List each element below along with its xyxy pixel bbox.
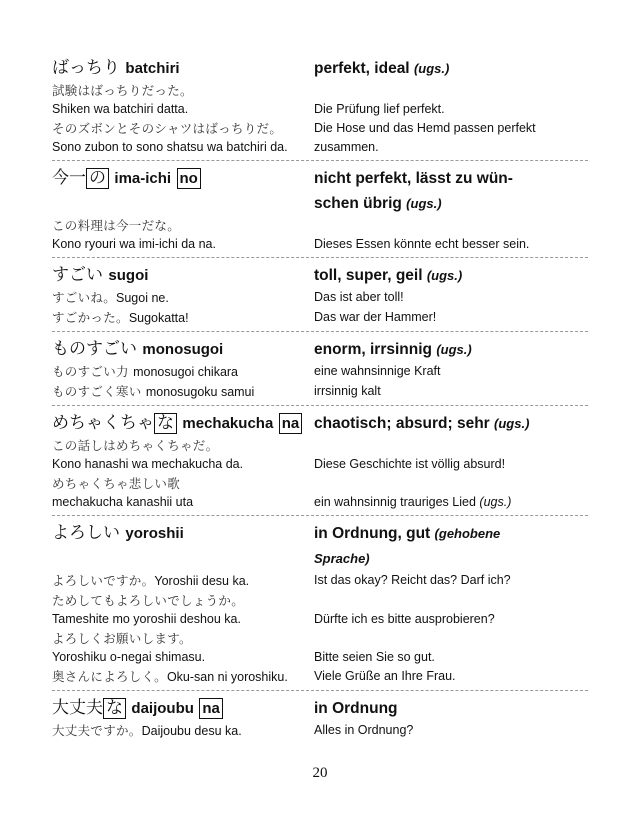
particle-box: na (279, 413, 303, 434)
entry-romaji: daijoubu (131, 700, 194, 717)
entry-meaning: enorm, irrsinnig (314, 341, 432, 358)
dictionary-entry (52, 56, 588, 161)
entry-kana: よろしい (52, 523, 120, 543)
example-romaji: monosugoku samui (145, 385, 255, 399)
example-romaji: Kono ryouri wa imi-ichi da na. (52, 237, 216, 251)
example-japanese: すごいね。 (52, 290, 117, 305)
example-translation: zusammen. (314, 140, 379, 154)
entry-kana: ばっちり (52, 58, 120, 78)
example-translation: Die Prüfung lief perfekt. (314, 102, 445, 116)
entry-meaning-note: (ugs.) (436, 342, 472, 357)
particle-box: な (103, 698, 126, 719)
entry-meaning-note: Sprache) (314, 551, 370, 566)
entry-kana: 今一 (52, 168, 86, 188)
example-japanese: そのズボンとそのシャツはばっちりだ。 (52, 121, 283, 136)
dictionary-entry (52, 263, 588, 332)
entry-meaning: schen übrig (314, 195, 402, 212)
dictionary-entry (52, 411, 588, 516)
entry-romaji: ima-ichi (114, 170, 172, 187)
entry-meaning-note: (ugs.) (406, 196, 442, 211)
example-translation: Bitte seien Sie so gut. (314, 650, 435, 664)
example-japanese: 試験はばっちりだった。 (52, 83, 193, 98)
example-japanese: 大丈夫ですか。 (52, 723, 142, 738)
page-number: 20 (312, 765, 328, 781)
particle-box: no (177, 168, 201, 189)
dictionary-entry (52, 521, 588, 691)
example-romaji: Sugoi ne. (116, 291, 169, 305)
entry-meaning: toll, super, geil (314, 267, 423, 284)
example-japanese: めちゃくちゃ悲しい歌 (52, 476, 181, 491)
example-romaji: Shiken wa batchiri datta. (52, 102, 189, 116)
example-romaji: Sono zubon to sono shatsu wa batchiri da. (52, 140, 288, 154)
entry-romaji: mechakucha (182, 415, 274, 432)
entry-romaji: batchiri (125, 60, 180, 77)
example-romaji: Yoroshii desu ka. (154, 574, 250, 588)
example-japanese: ものすごく寒い (52, 384, 142, 399)
entry-meaning: perfekt, ideal (314, 60, 410, 77)
example-japanese: 奥さんによろしく。 (52, 669, 167, 684)
example-romaji: mechakucha kanashii uta (52, 495, 194, 509)
entry-kana: すごい (52, 265, 103, 285)
example-japanese: よろしくお願いします。 (52, 631, 192, 646)
particle-box: な (154, 413, 177, 434)
example-japanese: すごかった。 (52, 310, 129, 325)
example-romaji: Yoroshiku o-negai shimasu. (52, 650, 206, 664)
dictionary-page (52, 56, 588, 749)
particle-box: の (86, 168, 109, 189)
example-translation: Dieses Essen könnte echt besser sein. (314, 237, 530, 251)
example-translation: Alles in Ordnung? (314, 723, 414, 737)
example-japanese: よろしいですか。 (52, 573, 155, 588)
dictionary-entry (52, 166, 588, 258)
entry-meaning: nicht perfekt, lässt zu wün- (314, 170, 513, 187)
example-translation: ein wahnsinnig trauriges Lied (314, 495, 476, 509)
entry-kana: めちゃくちゃ (52, 413, 154, 433)
example-translation: Dürfte ich es bitte ausprobieren? (314, 612, 495, 626)
entry-meaning-note: (ugs.) (413, 61, 450, 76)
entry-kana: 大丈夫 (52, 698, 103, 718)
example-translation: eine wahnsinnige Kraft (314, 364, 441, 378)
example-romaji: Oku-san ni yoroshiku. (166, 670, 288, 684)
dictionary-entry (52, 696, 588, 744)
example-translation: Die Hose und das Hemd passen perfekt (314, 121, 536, 135)
entry-romaji: sugoi (108, 267, 149, 284)
entry-meaning-note: (ugs.) (494, 416, 530, 431)
example-romaji: Kono hanashi wa mechakucha da. (52, 457, 244, 471)
example-japanese: この話しはめちゃくちゃだ。 (52, 438, 219, 453)
example-translation: Ist das okay? Reicht das? Darf ich? (314, 573, 511, 587)
example-translation: Das war der Hammer! (314, 310, 437, 324)
example-translation: irrsinnig kalt (314, 384, 381, 398)
entry-meaning-note: (gehobene (434, 526, 501, 541)
entry-meaning-note: (ugs.) (426, 268, 463, 283)
particle-box: na (199, 698, 223, 719)
example-romaji: Daijoubu desu ka. (141, 724, 242, 738)
dictionary-entry (52, 337, 588, 406)
example-romaji: Sugokatta! (128, 311, 189, 325)
translation-note: (ugs.) (479, 495, 512, 509)
entry-kana: ものすごい (52, 339, 137, 359)
example-japanese: この料理は今一だな。 (52, 218, 181, 233)
example-japanese: ためしてもよろしいでしょうか。 (52, 593, 245, 608)
example-romaji: monosugoi chikara (133, 365, 239, 379)
entry-romaji: monosugoi (142, 341, 224, 358)
example-romaji: Tameshite mo yoroshii deshou ka. (52, 612, 241, 626)
entry-meaning: chaotisch; absurd; sehr (314, 415, 490, 432)
entry-meaning: in Ordnung (314, 700, 398, 717)
example-translation: Diese Geschichte ist völlig absurd! (314, 457, 506, 471)
example-japanese: ものすごい力 (52, 364, 129, 379)
entry-romaji: yoroshii (125, 525, 184, 542)
example-translation: Das ist aber toll! (314, 290, 404, 304)
entry-meaning: in Ordnung, gut (314, 525, 431, 542)
example-translation: Viele Grüße an Ihre Frau. (314, 669, 456, 683)
